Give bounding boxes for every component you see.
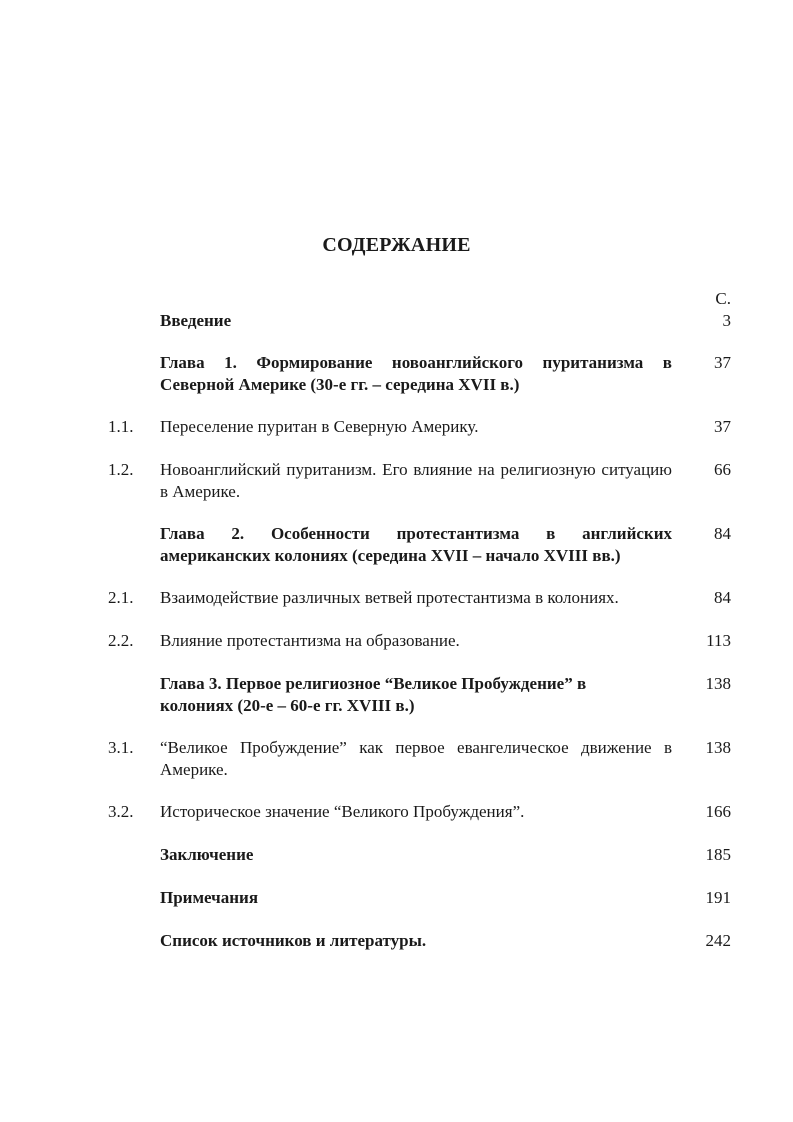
- toc-text: Глава 3. Первое религиозное “Великое Пробуждение” в колониях (20-е – 60-е гг. XVIII в.): [160, 674, 587, 715]
- page-title: СОДЕРЖАНИЕ: [322, 234, 471, 256]
- toc-number: 1.2.: [108, 460, 134, 479]
- toc-number: 3.1.: [108, 738, 134, 757]
- toc-number: 1.1.: [108, 417, 134, 436]
- toc-page: 138: [705, 738, 731, 757]
- toc-text: Глава 2. Особенности протестантизма в английских американских колониях (середина XVII – начало XVIII вв.): [160, 524, 672, 565]
- toc-text: Введение: [160, 311, 232, 330]
- toc-page: 84: [714, 588, 731, 607]
- toc-page: 185: [705, 845, 731, 864]
- toc-page: 37: [714, 417, 731, 436]
- toc-text: Влияние протестантизма на образование.: [160, 631, 460, 650]
- toc-text: Историческое значение “Великого Пробуждения”.: [160, 802, 525, 821]
- toc-page: 37: [714, 353, 731, 372]
- toc-text: Глава 1. Формирование новоанглийского пуританизма в Северной Америке (30-е гг. – середина XVII в.): [160, 353, 672, 394]
- toc-page: 166: [705, 802, 731, 821]
- toc-number: 3.2.: [108, 802, 134, 821]
- toc-text: “Великое Пробуждение” как первое евангелическое движение в Америке.: [160, 738, 672, 779]
- toc-page: 66: [714, 460, 731, 479]
- toc-page: 138: [705, 674, 731, 693]
- toc-number: 2.2.: [108, 631, 134, 650]
- page-column-label: С.: [715, 289, 731, 308]
- toc-page: 3: [722, 311, 731, 330]
- toc-page: 191: [705, 888, 731, 907]
- toc-number: 2.1.: [108, 588, 134, 607]
- toc-page: 84: [714, 524, 731, 543]
- toc-text: Новоанглийский пуританизм. Его влияние на религиозную ситуацию в Америке.: [160, 460, 672, 501]
- toc-text: Примечания: [160, 888, 259, 907]
- toc-text: Взаимодействие различных ветвей протестантизма в колониях.: [160, 588, 619, 607]
- toc-page: 242: [705, 931, 731, 950]
- toc-page: 113: [706, 631, 731, 650]
- toc-text: Переселение пуритан в Северную Америку.: [160, 417, 479, 436]
- toc-text: Список источников и литературы.: [160, 931, 427, 950]
- toc-text: Заключение: [160, 845, 254, 864]
